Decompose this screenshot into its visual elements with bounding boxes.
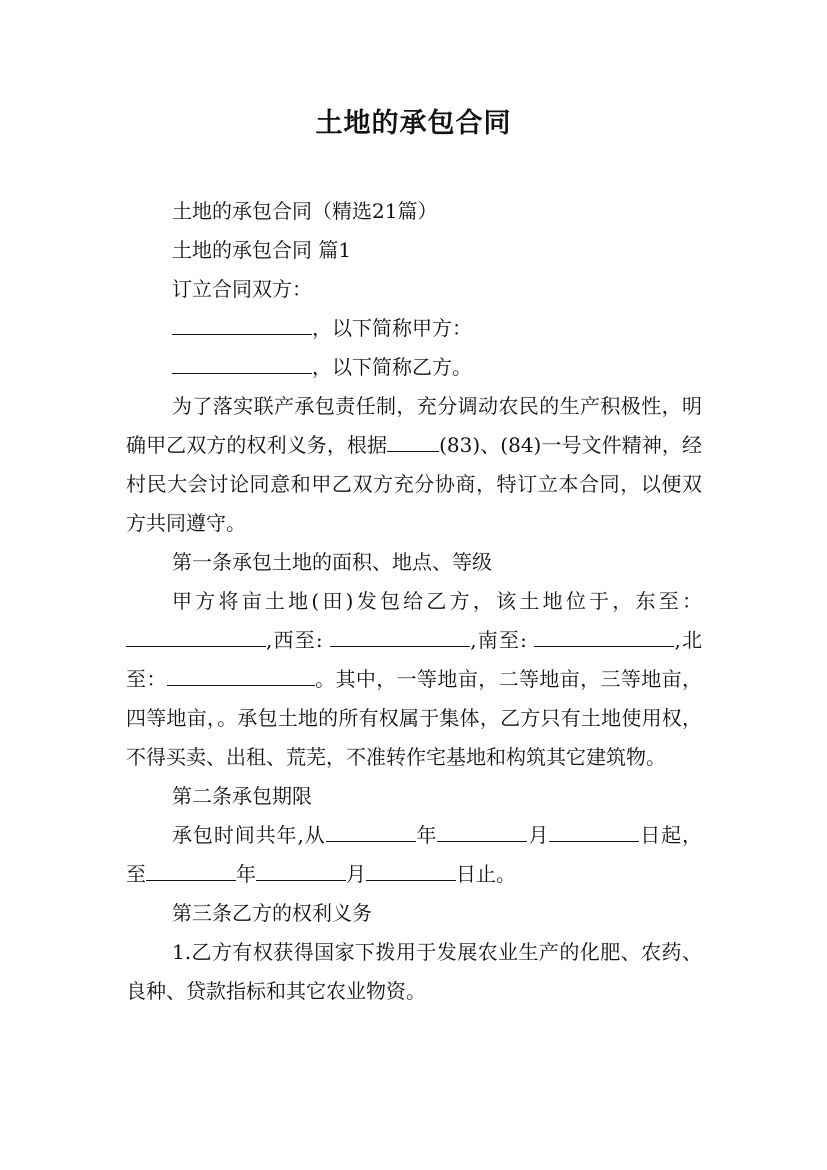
intro-part2: (83)、(84)一号文件精神，经村民大会讨论同意和甲乙双方充分协商，特订立本合同，以便双方共同遵守。 bbox=[126, 433, 703, 535]
south-blank bbox=[534, 622, 674, 647]
party-a-line bbox=[126, 309, 702, 348]
end-month-blank bbox=[256, 856, 346, 881]
end-year-blank bbox=[146, 856, 236, 881]
party-a-suffix: ，以下简称甲方： bbox=[312, 316, 472, 340]
end-day-label: 日止。 bbox=[456, 862, 516, 886]
party-a-blank bbox=[172, 310, 312, 335]
article2-heading: 第二条承包期限 bbox=[172, 784, 312, 808]
start-year-label: 年 bbox=[415, 823, 438, 847]
article1-comma: , bbox=[674, 628, 681, 652]
end-year-label: 年 bbox=[236, 862, 256, 886]
document-title: 土地的承包合同 bbox=[315, 108, 512, 139]
article1-heading: 第一条承包土地的面积、地点、等级 bbox=[172, 550, 492, 574]
party-b-line bbox=[126, 348, 702, 387]
west-blank bbox=[330, 622, 470, 647]
intro-paragraph bbox=[126, 387, 702, 543]
article3-item1: 1.乙方有权获得国家下拨用于发展农业生产的化肥、农药、良种、贷款指标和其它农业物资。 bbox=[126, 940, 702, 1003]
document-body bbox=[126, 192, 702, 1011]
party-b-blank bbox=[172, 349, 312, 374]
article1-paragraph bbox=[126, 582, 702, 777]
start-day-label: 日起， bbox=[639, 823, 703, 847]
east-blank bbox=[126, 622, 266, 647]
start-month-blank bbox=[437, 817, 527, 842]
section-heading: 土地的承包合同 篇1 bbox=[172, 238, 352, 262]
article1-text-b: 。其中，一等地亩，二等地亩，三等地亩，四等地亩，。承包土地的所有权属于集体，乙方只有土地使用权，不得买卖、出租、荒芜，不准转作宅基地和构筑其它建筑物。 bbox=[126, 667, 703, 769]
article1-text-a: 甲方将亩土地(田)发包给乙方，该土地位于，东至： bbox=[172, 589, 702, 613]
article1-west: ,西至: bbox=[266, 628, 323, 652]
article1-south: ,南至: bbox=[470, 628, 527, 652]
end-month-label: 月 bbox=[346, 862, 366, 886]
start-day-blank bbox=[549, 817, 639, 842]
intro-part1: 为了落实联产承包责任制，充分调动农民的生产积极性，明确甲乙双方的权利义务，根据 bbox=[126, 394, 702, 457]
article2-from: 承包时间共年,从 bbox=[172, 823, 326, 847]
end-day-blank bbox=[366, 856, 456, 881]
article2-to: 至 bbox=[126, 862, 146, 886]
start-year-blank bbox=[326, 817, 416, 842]
parties-intro: 订立合同双方： bbox=[172, 277, 312, 301]
intro-blank bbox=[387, 427, 439, 452]
north-blank bbox=[167, 661, 315, 686]
document-subtitle: 土地的承包合同（精选21篇） bbox=[172, 199, 438, 223]
party-b-suffix: ，以下简称乙方。 bbox=[312, 355, 472, 379]
article3-heading: 第三条乙方的权利义务 bbox=[172, 901, 372, 925]
article1-north: 北至： bbox=[126, 628, 702, 691]
start-month-label: 月 bbox=[527, 823, 550, 847]
article2-paragraph bbox=[126, 816, 702, 894]
